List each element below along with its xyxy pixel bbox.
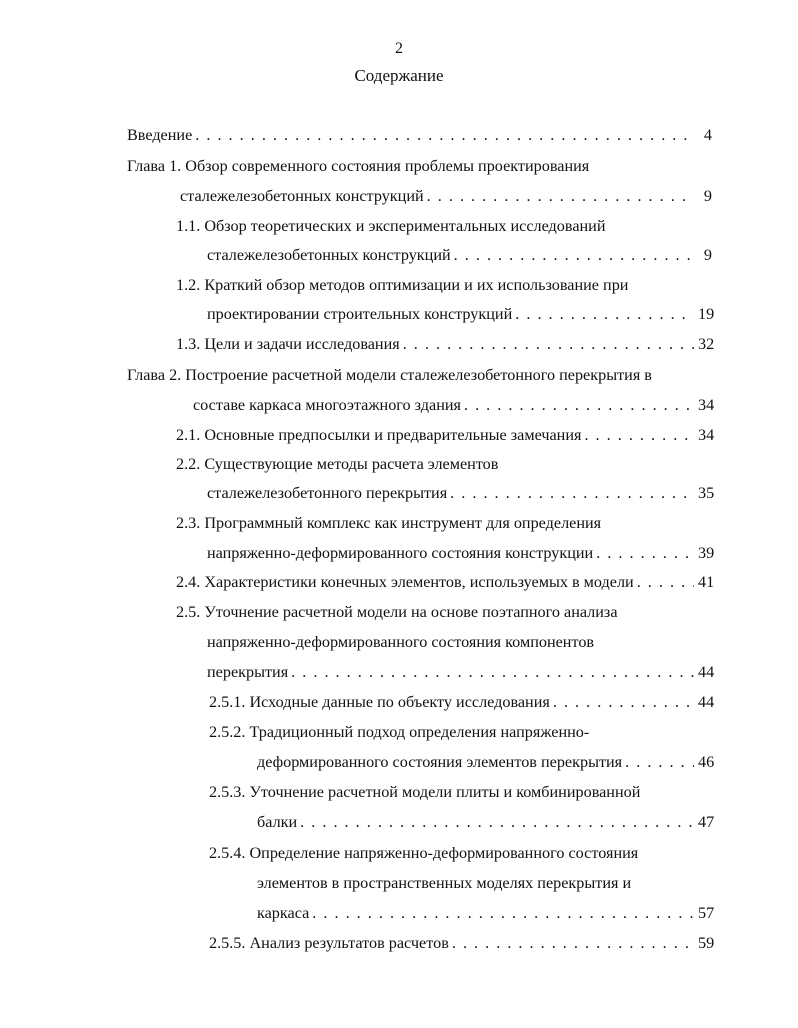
toc-entry-title: 2.4. Характеристики конечных элементов, используемых в модели (176, 573, 634, 591)
leader-dots (427, 185, 694, 207)
page-number: 2 (395, 40, 403, 57)
leader-dots (596, 542, 694, 564)
toc-entry-1-3 (176, 333, 715, 355)
toc-entry-title: напряженно-деформированного состояния конструкции (207, 544, 594, 562)
toc-entry-2-2-cont (207, 482, 715, 504)
toc-entry-title: деформированного состояния элементов перекрытия (257, 753, 623, 771)
toc-entry-page: 35 (698, 484, 715, 502)
toc-entry-2-5-4-cont-2 (257, 902, 715, 924)
toc-entry-title: 2.2. Существующие методы расчета элементов (176, 455, 499, 473)
toc-entry-page: 34 (698, 426, 715, 444)
toc-entry-page: 44 (698, 663, 715, 681)
leader-dots (454, 244, 694, 266)
toc-entry-title: 2.3. Программный комплекс как инструмент для определения (176, 514, 602, 532)
leader-dots (195, 124, 694, 146)
toc-entry-title: каркаса (257, 904, 310, 922)
leader-dots (637, 571, 694, 593)
toc-entry-1-2-cont (207, 303, 715, 325)
toc-entry-2-5-5 (209, 932, 715, 954)
toc-entry-2-2 (176, 453, 498, 475)
toc-entry-page: 59 (698, 934, 715, 952)
leader-dots (300, 811, 694, 833)
toc-entry-page: 57 (698, 904, 715, 922)
toc-entry-title: Глава 2. Построение расчетной модели сталежелезобетонного перекрытия в (127, 366, 652, 384)
toc-entry-2-5-2-cont (257, 751, 715, 773)
toc-entry-title: 1.1. Обзор теоретических и экспериментальных исследований (176, 217, 606, 235)
leader-dots (403, 333, 694, 355)
toc-entry-page: 9 (703, 246, 712, 264)
toc-entry-title: 2.5. Уточнение расчетной модели на основе поэтапного анализа (176, 603, 618, 621)
leader-dots (625, 751, 694, 773)
leader-dots (464, 394, 694, 416)
page-title: Содержание (354, 66, 444, 85)
toc-entry-title: 2.5.2. Традиционный подход определения напряженно- (209, 723, 590, 741)
toc-entry-title: 2.5.1. Исходные данные по объекту исследования (209, 693, 550, 711)
toc-entry-chapter-1-cont (180, 185, 712, 207)
toc-entry-page: 19 (698, 305, 715, 323)
toc-entry-1-1-cont (207, 244, 712, 266)
leader-dots (450, 482, 694, 504)
toc-entry-page: 4 (703, 126, 712, 144)
toc-entry-2-5-4-cont (257, 872, 631, 894)
toc-entry-1-2 (176, 274, 628, 296)
toc-entry-title: Глава 1. Обзор современного состояния проблемы проектирования (127, 157, 590, 175)
toc-entry-1-1 (176, 215, 606, 237)
toc-entry-2-5-cont (207, 631, 594, 653)
toc-entry-2-5-cont-2 (207, 661, 715, 683)
toc-entry-page: 41 (698, 573, 715, 591)
toc-entry-page: 9 (703, 187, 712, 205)
toc-entry-2-5-1 (209, 691, 715, 713)
leader-dots (312, 902, 694, 924)
toc-entry-2-5-3 (209, 781, 640, 803)
toc-entry-2-5-4 (209, 842, 638, 864)
toc-entry-page: 47 (698, 813, 715, 831)
toc-entry-title: сталежелезобетонных конструкций (180, 187, 424, 205)
leader-dots (291, 661, 694, 683)
toc-entry-title: балки (257, 813, 298, 831)
toc-entry-title: Введение (127, 126, 193, 144)
toc-entry-title: напряженно-деформированного состояния компонентов (207, 633, 595, 651)
toc-entry-page: 34 (698, 396, 715, 414)
toc-entry-2-3-cont (207, 542, 715, 564)
toc-entry-chapter-2 (127, 364, 652, 386)
toc-entry-title: 1.2. Краткий обзор методов оптимизации и их использование при (176, 276, 629, 294)
toc-entry-introduction (127, 124, 712, 146)
toc-entry-chapter-1 (127, 155, 589, 177)
toc-entry-page: 39 (698, 544, 715, 562)
toc-entry-title: перекрытия (207, 663, 289, 681)
toc-entry-title: 1.3. Цели и задачи исследования (176, 335, 400, 353)
toc-entry-2-3 (176, 512, 601, 534)
toc-entry-title: элементов в пространственных моделях перекрытия и (257, 874, 632, 892)
toc-entry-title: 2.1. Основные предпосылки и предварительные замечания (176, 426, 582, 444)
toc-entry-title: сталежелезобетонного перекрытия (207, 484, 448, 502)
toc-entry-title: 2.5.3. Уточнение расчетной модели плиты и комбинированной (209, 783, 641, 801)
leader-dots (515, 303, 694, 325)
toc-entry-2-5-2 (209, 721, 589, 743)
toc-entry-2-4 (176, 571, 715, 593)
toc-entry-page: 46 (698, 753, 715, 771)
toc-entry-title: сталежелезобетонных конструкций (207, 246, 451, 264)
toc-entry-2-5 (176, 601, 618, 623)
leader-dots (584, 424, 694, 446)
toc-entry-2-5-3-cont (257, 811, 715, 833)
leader-dots (452, 932, 694, 954)
toc-entry-chapter-2-cont (193, 394, 715, 416)
toc-entry-title: проектировании строительных конструкций (207, 305, 513, 323)
toc-entry-title: 2.5.5. Анализ результатов расчетов (209, 934, 449, 952)
leader-dots (553, 691, 694, 713)
toc-entry-2-1 (176, 424, 715, 446)
toc-entry-page: 44 (698, 693, 715, 711)
toc-entry-title: составе каркаса многоэтажного здания (193, 396, 461, 414)
toc-entry-title: 2.5.4. Определение напряженно-деформированного состояния (209, 844, 639, 862)
toc-entry-page: 32 (698, 335, 715, 353)
